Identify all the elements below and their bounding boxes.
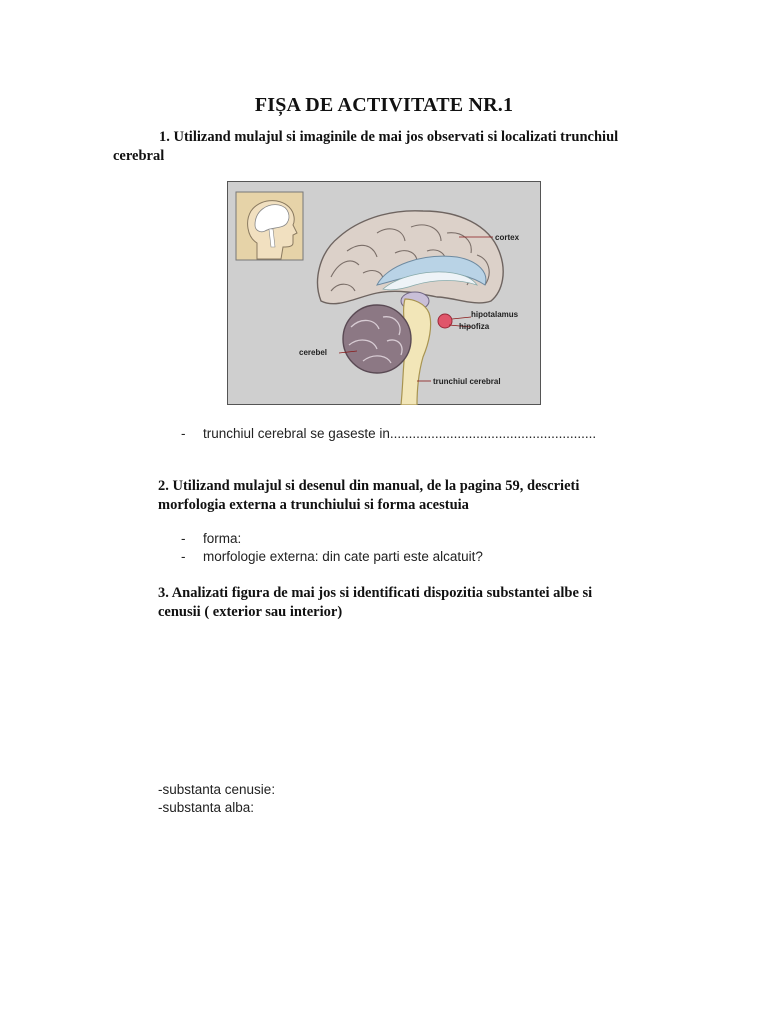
- label-hipofiza: hipofiza: [459, 322, 490, 331]
- label-trunchi: trunchiul cerebral: [433, 377, 501, 386]
- head-inset: [236, 192, 303, 260]
- question-3: 3. Analizati figura de mai jos si identificati dispozitia substantei albe si cenusii ( exterior sau interior): [158, 585, 593, 620]
- question-1: [113, 128, 653, 166]
- question-1-text: 1. Utilizand mulajul si imaginile de mai jos observati si localizati trunchiul cerebral: [113, 129, 619, 164]
- label-cortex: cortex: [495, 233, 520, 242]
- q2-answer-list: [181, 530, 641, 566]
- question-2: 2. Utilizand mulajul si desenul din manual, de la pagina 59, descrieti morfologia externa a trunchiului si forma acestuia: [158, 478, 580, 513]
- list-item: - forma:: [181, 531, 242, 546]
- q3-answer-list: [158, 781, 618, 817]
- brain-figure: [227, 181, 541, 405]
- brain-illustration: [227, 181, 541, 405]
- list-item: - morfologie externa: din cate parti este alcatuit?: [181, 549, 483, 564]
- label-hipotalamus: hipotalamus: [471, 310, 519, 319]
- answer-prompt: morfologie externa: din cate parti este alcatuit?: [203, 549, 483, 564]
- label-cerebel: cerebel: [299, 348, 328, 357]
- page-title: FIȘA DE ACTIVITATE NR.1: [254, 94, 514, 116]
- list-item: -substanta cenusie:: [158, 782, 276, 797]
- answer-prompt: trunchiul cerebral se gaseste in.......................................................: [203, 426, 597, 441]
- list-item: - trunchiul cerebral se gaseste in.......................................................: [181, 426, 597, 441]
- list-item: -substanta alba:: [158, 800, 255, 815]
- answer-prompt: forma:: [203, 531, 242, 546]
- cerebellum: [343, 305, 411, 373]
- q1-answer-list: [181, 425, 641, 443]
